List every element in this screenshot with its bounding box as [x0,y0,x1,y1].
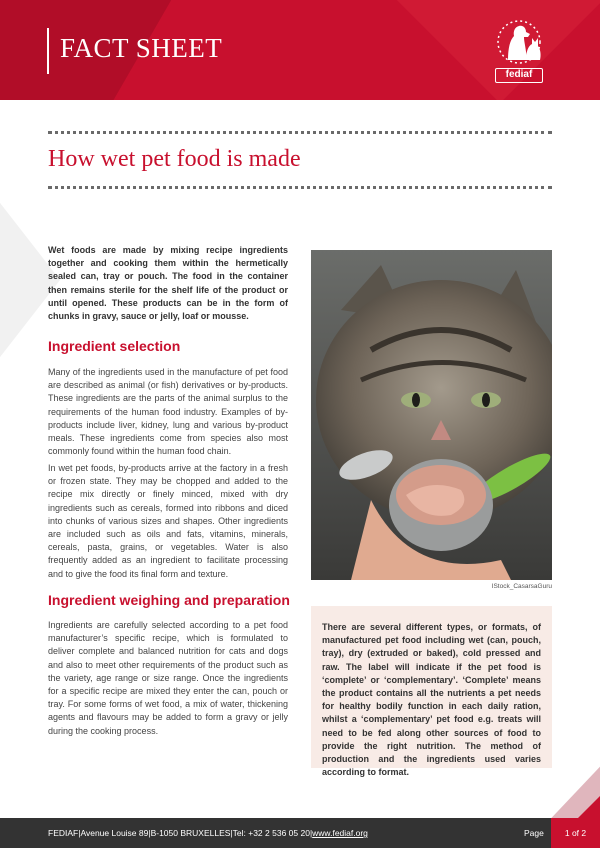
cat-photo-illustration [311,250,552,580]
callout-text: There are several different types, or formats, of manufactured pet food including wet (can, pouch, tray), dry (extruded or baked), cold pressed and raw. The label will indicate if the pet food is ‘complete’ or ‘complementary’. ‘Complete’ means the product contains all the nutrients a pet needs for healthy bodily function in each daily ration, whilst a ‘complementary’ pet food e.g. treats will need to be fed along other sources of food to provide the right nutrition. The method of production and the ingredients used varies according to format. [322,622,541,778]
fact-sheet-label: FACT SHEET [60,33,223,63]
footer-city: B-1050 BRUXELLES [150,828,231,838]
cat-eating-photo [311,250,552,580]
header-banner [0,0,600,100]
paragraph-weighing: Ingredients are carefully selected according to a pet food manufacturer’s specific recipe, which is formulated to deliver complete and balanced nutrition for cats and dogs and also to meet other requirements of the product such as the variety, age range or size range. Once the ingredients for a specific recipe are mixed they enter the can, pouch or tray. For some forms of wet food, a mix of water, thickening agents and flavours may be added to form a gravy or jelly during the cooking process. [48,620,288,736]
page-number: 1 of 2 [551,818,600,848]
page-label: Page [524,828,544,838]
footer-bar [0,818,600,848]
fediaf-logo[interactable] [486,16,552,84]
dog-cat-icon [486,16,552,68]
paragraph-byproducts: Many of the ingredients used in the manufacture of pet food are described as animal (or fish) derivatives or by-products. These ingredients are the parts of the animal surplus to the requirements of the human food industry. Examples of by-products include liver, kidney, lung and various by-product meals. These ingredients come from species also most commonly found within the human food chain. [48,367,288,457]
title-divider [47,28,49,74]
formats-callout-box [311,606,552,778]
footer-website-link[interactable]: www.fediaf.org [312,828,368,838]
intro-paragraph: Wet foods are made by mixing recipe ingredients together and cooking them within the hermetically sealed can, tray or pouch. The food in the container then remains sterile for the shelf life of the product or until opened. These products can be in the form of chunks in gravy, sauce or jelly, loaf or mousse. [48,245,288,322]
dotted-divider-bottom [48,186,552,189]
paragraph-wet-processing: In wet pet foods, by-products arrive at the factory in a fresh or frozen state. They may be chopped and added to the recipe mix directly or finely minced, mixed with dry ingredients such as cereals, formed into ribbons and diced into chunks of various sizes and shapes. Other ingredients are included such as oils and fats, vitamins, minerals, cereals, pasta, grains, or vegetables. Water is also frequently added as an ingredient to facilitate processing and to give the food its final form and texture. [48,463,288,579]
logo-wordmark: fediaf [495,68,543,83]
footer-phone[interactable]: Tel: +32 2 536 05 20 [232,828,310,838]
photo-credit: IStock_CasarsaGuru [491,583,552,590]
page-title: How wet pet food is made [48,146,301,172]
footer-address: FEDIAF|Avenue Louise 89|B-1050 BRUXELLES|Tel: +32 2 536 05 20|www.fediaf.org [48,828,368,838]
footer-org: FEDIAF [48,828,79,838]
footer-street: Avenue Louise 89 [80,828,149,838]
section-heading-weighing: Ingredient weighing and preparation [48,592,290,608]
dotted-divider-top [48,131,552,134]
section-heading-ingredient-selection: Ingredient selection [48,338,181,354]
